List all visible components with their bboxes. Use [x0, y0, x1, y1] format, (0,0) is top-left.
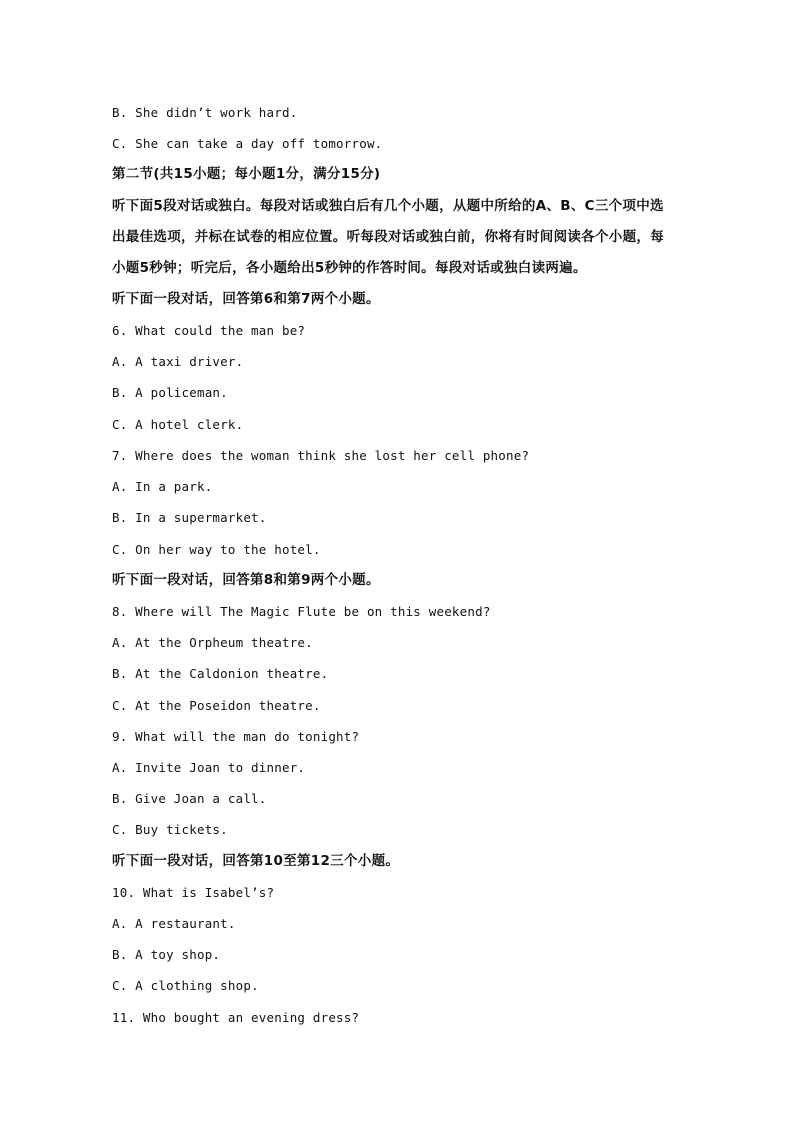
question-line: 6. What could the man be? — [112, 323, 306, 338]
option-line: A. At the Orpheum theatre. — [112, 635, 313, 650]
question-line: 10. What is Isabel’s? — [112, 885, 275, 900]
dialogue-heading: 听下面一段对话，回答第10至第12三个小题。 — [112, 853, 400, 869]
dialogue-heading: 听下面一段对话，回答第8和第9两个小题。 — [112, 572, 380, 588]
option-line: B. In a supermarket. — [112, 510, 267, 525]
option-line: B. At the Caldonion theatre. — [112, 666, 329, 681]
option-line: A. Invite Joan to dinner. — [112, 760, 306, 775]
option-line: A. A restaurant. — [112, 916, 236, 931]
option-line: C. A clothing shop. — [112, 978, 259, 993]
section-heading: 第二节(共15小题；每小题1分，满分15分) — [112, 166, 381, 182]
question-line: 11. Who bought an evening dress? — [112, 1010, 360, 1025]
question-line: 7. Where does the woman think she lost her cell phone? — [112, 448, 530, 463]
instruction-line: 听下面5段对话或独白。每段对话或独白后有几个小题，从题中所给的A、B、C三个项中选 — [112, 198, 664, 214]
option-line: B. Give Joan a call. — [112, 791, 267, 806]
question-line: 9. What will the man do tonight? — [112, 729, 360, 744]
option-line: B. She didn’t work hard. — [112, 105, 298, 120]
dialogue-heading: 听下面一段对话，回答第6和第7两个小题。 — [112, 291, 380, 307]
option-line: B. A toy shop. — [112, 947, 221, 962]
instruction-line: 小题5秒钟；听完后，各小题给出5秒钟的作答时间。每段对话或独白读两遍。 — [112, 260, 587, 276]
option-line: B. A policeman. — [112, 385, 228, 400]
option-line: C. At the Poseidon theatre. — [112, 698, 321, 713]
option-line: C. Buy tickets. — [112, 822, 228, 837]
instruction-line: 出最佳选项，并标在试卷的相应位置。听每段对话或独白前，你将有时间阅读各个小题，每 — [112, 229, 664, 245]
option-line: C. On her way to the hotel. — [112, 542, 321, 557]
option-line: C. A hotel clerk. — [112, 417, 244, 432]
option-line: A. A taxi driver. — [112, 354, 244, 369]
option-line: C. She can take a day off tomorrow. — [112, 136, 383, 151]
question-line: 8. Where will The Magic Flute be on this weekend? — [112, 604, 491, 619]
option-line: A. In a park. — [112, 479, 213, 494]
